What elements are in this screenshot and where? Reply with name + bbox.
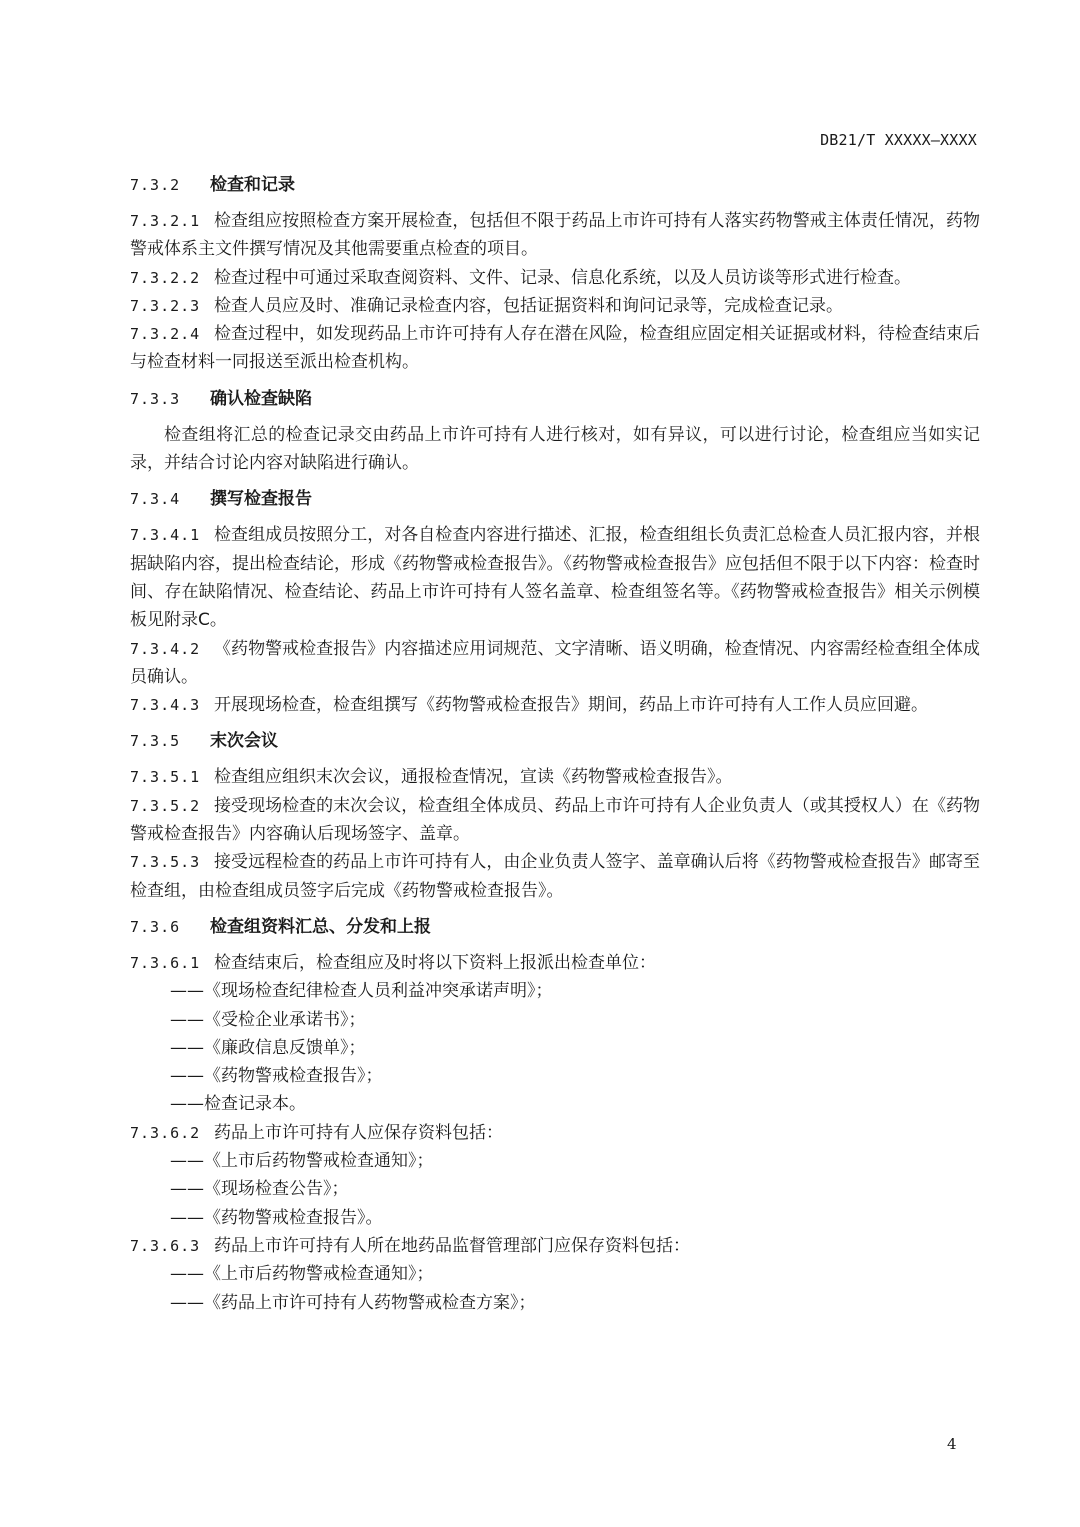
document-body [130, 170, 980, 1317]
clause-text: 接受远程检查的药品上市许可持有人，由企业负责人签字、盖章确认后将《药物警戒检查报告》邮寄至检查组，由检查组成员签字后完成《药物警戒检查报告》。 [130, 852, 980, 901]
section-heading-7-3-2 [130, 170, 980, 200]
clause-number: 7.3.5.3 [130, 853, 201, 872]
clause-text: 接受现场检查的末次会议，检查组全体成员、药品上市许可持有人企业负责人（或其授权人）在《药物警戒检查报告》内容确认后现场签字、盖章。 [130, 795, 980, 845]
clause-7-3-6-2 [130, 1119, 980, 1147]
section-number: 7.3.5 [130, 732, 181, 751]
list-item: ——《药品上市许可持有人药物警戒检查方案》； [170, 1292, 536, 1313]
clause-text: 检查过程中，如发现药品上市许可持有人存在潜在风险，检查组应固定相关证据或材料，待检查结束后与检查材料一同报送至派出检查机构。 [130, 324, 980, 373]
section-title: 确认检查缺陷 [210, 388, 312, 409]
section-number: 7.3.2 [130, 176, 181, 194]
section-heading-7-3-5 [130, 726, 980, 756]
clause-7-3-5-2 [130, 792, 980, 849]
section-title: 检查组资料汇总、分发和上报 [210, 916, 431, 937]
clause-text: 检查组成员按照分工，对各自检查内容进行描述、汇报，检查组组长负责汇总检查人员汇报内容，并根据缺陷内容，提出检查结论，形成《药物警戒检查报告》。《药物警戒检查报告》应包括但不限于以下内容：检查时间、存在缺陷情况、检查结论、药品上市许可持有人签名盖章、检查组签名等。《药物警戒检查报告》相关示例模板见附录C。 [130, 525, 980, 631]
document-code: DB21/T XXXXX—XXXX [820, 131, 977, 149]
clause-7-3-2-2 [130, 264, 980, 292]
list-item: ——《受检企业承诺书》； [170, 1009, 366, 1030]
clause-text: 检查人员应及时、准确记录检查内容，包括证据资料和询问记录等，完成检查记录。 [214, 295, 843, 316]
clause-7-3-4-3 [130, 691, 980, 719]
clause-number: 7.3.5.1 [130, 768, 201, 787]
clause-number: 7.3.4.2 [130, 639, 201, 658]
clause-number: 7.3.2.2 [130, 268, 201, 287]
clause-7-3-2-4 [130, 320, 980, 377]
clause-7-3-4-2 [130, 635, 980, 692]
clause-7-3-6-1 [130, 949, 980, 977]
list-item: ——《药物警戒检查报告》； [170, 1066, 383, 1087]
section-heading-7-3-3 [130, 384, 980, 414]
clause-number: 7.3.4.1 [130, 526, 201, 545]
page-number: 4 [947, 1435, 957, 1453]
section-title: 检查和记录 [210, 175, 295, 195]
clause-text: 检查组应按照检查方案开展检查，包括但不限于药品上市许可持有人落实药物警戒主体责任情况，药物警戒体系主文件撰写情况及其他需要重点检查的项目。 [130, 211, 980, 260]
section-paragraph: 检查组将汇总的检查记录交由药品上市许可持有人进行核对，如有异议，可以进行讨论，检查组应当如实记录，并结合讨论内容对缺陷进行确认。 [130, 424, 980, 474]
section-heading-7-3-6 [130, 912, 980, 942]
clause-number: 7.3.5.2 [130, 796, 201, 815]
clause-text: 药品上市许可持有人所在地药品监督管理部门应保存资料包括： [214, 1235, 690, 1256]
clause-number: 7.3.6.1 [130, 953, 201, 972]
list-item: ——《药物警戒检查报告》。 [170, 1207, 383, 1228]
clause-number: 7.3.2.3 [130, 296, 201, 315]
section-number: 7.3.4 [130, 490, 181, 509]
clause-text: 检查组应组织末次会议，通报检查情况，宣读《药物警戒检查报告》。 [214, 767, 733, 788]
clause-text: 开展现场检查，检查组撰写《药物警戒检查报告》期间，药品上市许可持有人工作人员应回避。 [214, 695, 928, 716]
clause-7-3-2-3 [130, 292, 980, 320]
clause-number: 7.3.6.3 [130, 1236, 201, 1255]
section-heading-7-3-4 [130, 484, 980, 514]
clause-7-3-4-1 [130, 521, 980, 634]
clause-text: 检查结束后，检查组应及时将以下资料上报派出检查单位： [214, 952, 656, 973]
clause-7-3-5-3 [130, 848, 980, 905]
section-title: 撰写检查报告 [210, 489, 312, 510]
list-item: ——《现场检查纪律检查人员利益冲突承诺声明》； [170, 981, 553, 1002]
list-item: ——《廉政信息反馈单》； [170, 1037, 366, 1058]
list-item: ——《上市后药物警戒检查通知》； [170, 1151, 434, 1172]
clause-number: 7.3.2.1 [130, 212, 201, 230]
clause-number: 7.3.2.4 [130, 325, 201, 344]
list-item: ——检查记录本。 [170, 1094, 306, 1115]
clause-text: 检查过程中可通过采取查阅资料、文件、记录、信息化系统，以及人员访谈等形式进行检查。 [214, 267, 911, 288]
section-number: 7.3.6 [130, 917, 181, 936]
clause-number: 7.3.6.2 [130, 1123, 201, 1142]
clause-text: 药品上市许可持有人应保存资料包括： [214, 1122, 503, 1143]
list-item: ——《上市后药物警戒检查通知》； [170, 1264, 434, 1285]
section-title: 末次会议 [210, 731, 278, 752]
clause-7-3-2-1 [130, 207, 980, 264]
clause-text: 《药物警戒检查报告》内容描述应用词规范、文字清晰、语义明确，检查情况、内容需经检查组全体成员确认。 [130, 638, 980, 687]
list-item: ——《现场检查公告》； [170, 1179, 349, 1200]
section-number: 7.3.3 [130, 389, 181, 408]
clause-7-3-6-3 [130, 1232, 980, 1260]
clause-7-3-5-1 [130, 763, 980, 791]
clause-number: 7.3.4.3 [130, 696, 201, 715]
